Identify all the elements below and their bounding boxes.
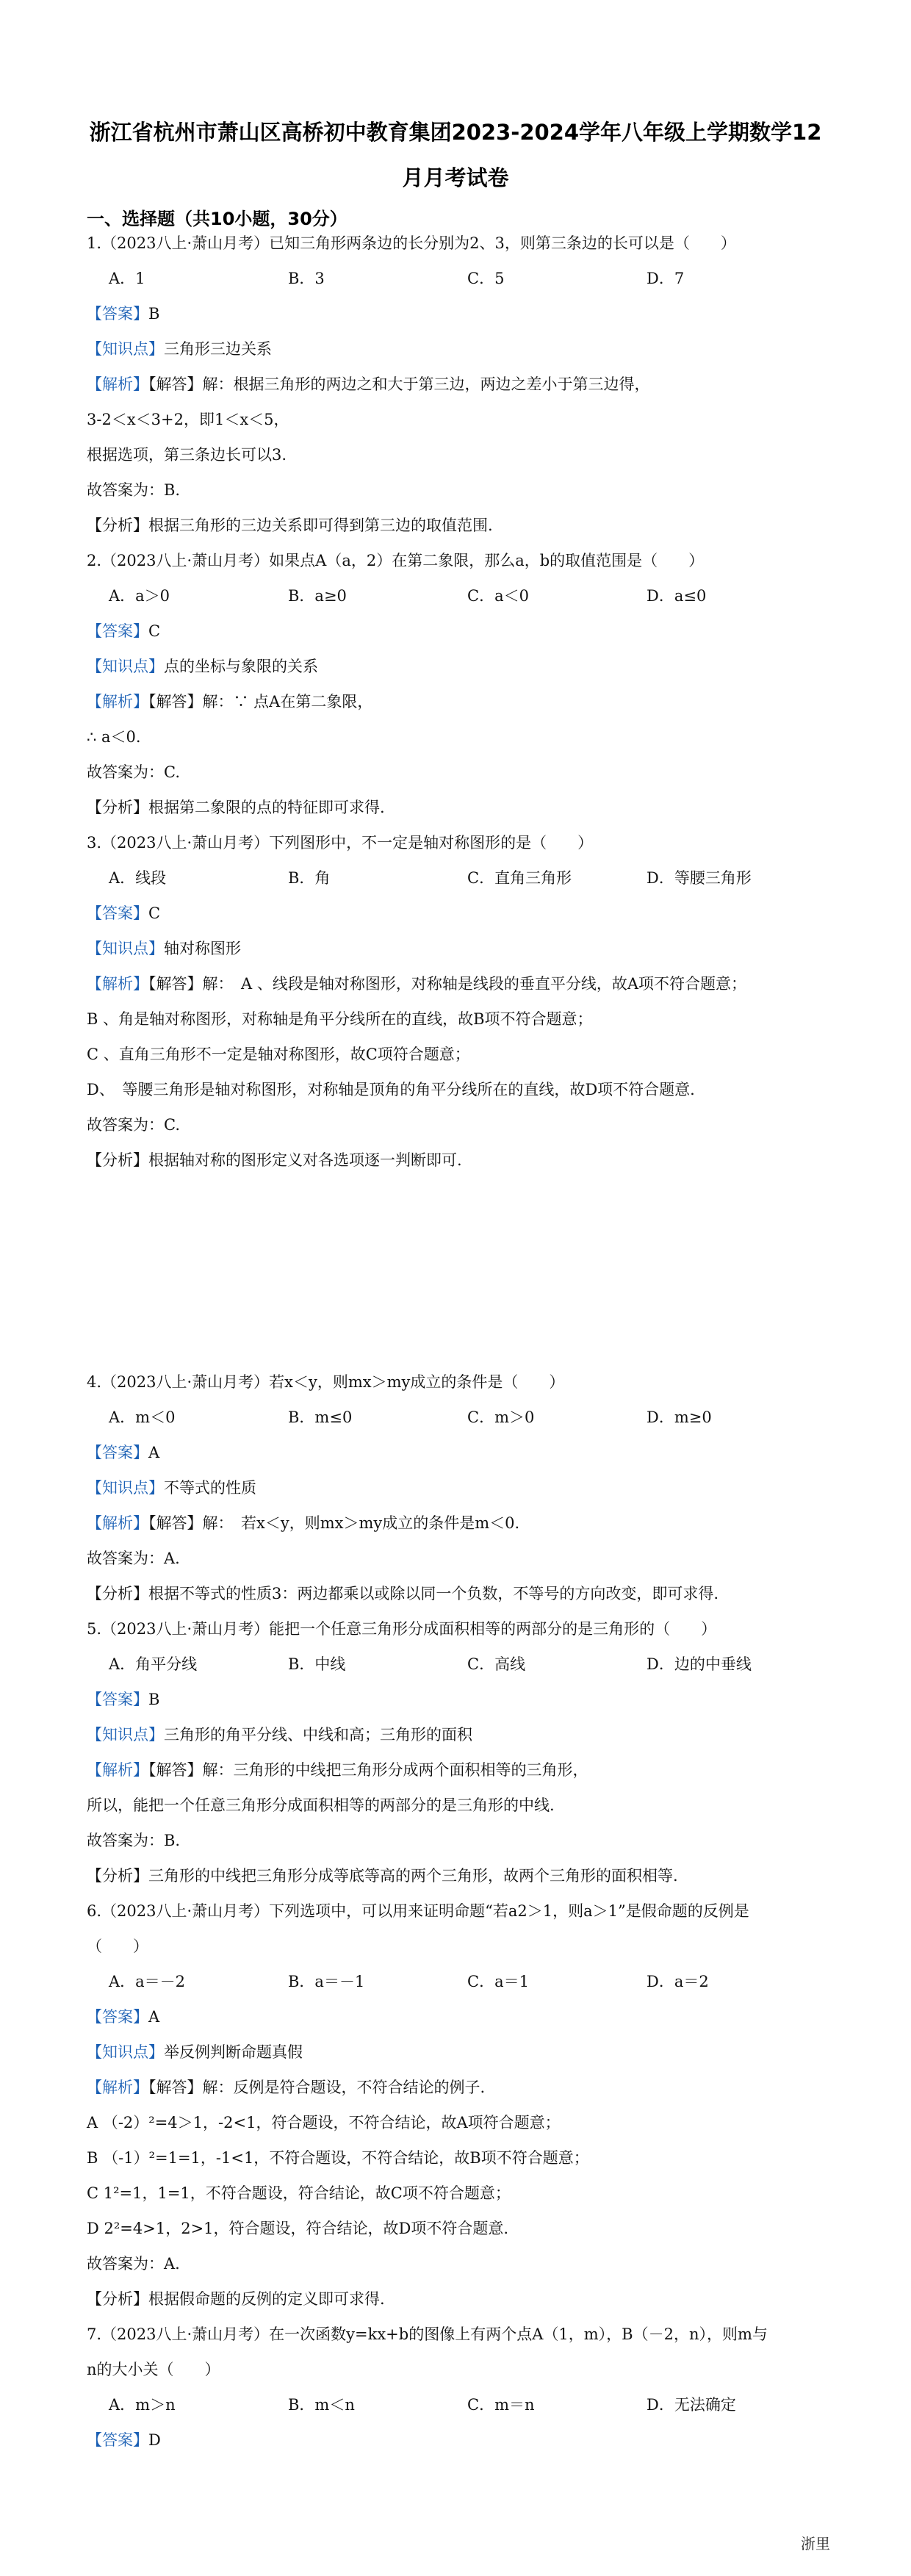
question-3-knowledge-point bbox=[87, 938, 829, 960]
option-d: D．a＝2 bbox=[647, 1973, 709, 1990]
question-6-analysis-line: C 1²=1，1=1，不符合题设，符合结论，故C项不符合题意； bbox=[87, 2184, 511, 2202]
option-b: B．3 bbox=[288, 270, 325, 287]
option-a: A．m＞n bbox=[109, 2396, 176, 2414]
option-c: C．m＝n bbox=[467, 2396, 535, 2414]
analysis-tag: 【解析】 bbox=[87, 1514, 148, 1532]
question-6-analysis-line: D 2²=4>1，2>1，符合题设，符合结论，故D项不符合题意. bbox=[87, 2220, 509, 2237]
question-1-answer bbox=[87, 303, 829, 325]
option-b: B．m＜n bbox=[288, 2396, 355, 2414]
question-2-knowledge-point bbox=[87, 655, 829, 677]
question-3-analysis-line: 故答案为：C. bbox=[87, 1116, 180, 1134]
option-c: C．高线 bbox=[467, 1655, 526, 1673]
question-6-stem: （ ） bbox=[87, 1938, 148, 1955]
option-c: C．5 bbox=[467, 270, 505, 287]
option-c: C．a＜0 bbox=[467, 587, 529, 605]
option-b: B．a＝－1 bbox=[288, 1973, 365, 1990]
answer-tag: 【答案】 bbox=[87, 1691, 148, 1708]
option-a: A．a＝－2 bbox=[109, 1973, 186, 1990]
answer-value: D bbox=[148, 2431, 161, 2449]
option-c: C．a＝1 bbox=[467, 1973, 529, 1990]
knowledge-point-tag: 【知识点】 bbox=[87, 658, 164, 675]
question-4-analysis-line: 故答案为：A. bbox=[87, 1550, 180, 1567]
question-1-analysis-line bbox=[87, 373, 829, 395]
knowledge-point-tag: 【知识点】 bbox=[87, 340, 164, 358]
option-b: B．角 bbox=[288, 869, 331, 887]
analysis-text: 【解答】解：根据三角形的两边之和大于第三边，两边之差小于第三边得， bbox=[148, 375, 650, 393]
analysis-tag: 【解析】 bbox=[87, 2079, 148, 2096]
option-d: D．a≤0 bbox=[647, 587, 707, 605]
question-1-analysis-line: 故答案为：B. bbox=[87, 481, 181, 499]
question-3-analysis-line bbox=[87, 973, 829, 995]
knowledge-point-tag: 【知识点】 bbox=[87, 1479, 164, 1497]
question-2-analysis-line: 【分析】根据第二象限的点的特征即可求得. bbox=[87, 799, 385, 816]
question-2-analysis-line: 故答案为：C. bbox=[87, 763, 180, 781]
answer-tag: 【答案】 bbox=[87, 2431, 148, 2449]
question-1-analysis-line: 3-2＜x＜3+2，即1＜x＜5， bbox=[87, 411, 289, 428]
knowledge-point-tag: 【知识点】 bbox=[87, 2043, 164, 2061]
section-heading: 一、选择题（共10小题，30分） bbox=[87, 209, 348, 229]
question-4-knowledge-point bbox=[87, 1477, 829, 1499]
question-4-answer bbox=[87, 1442, 829, 1464]
question-6-analysis-line: 故答案为：A. bbox=[87, 2255, 180, 2273]
question-5-analysis-line: 【分析】三角形的中线把三角形分成等底等高的两个三角形，故两个三角形的面积相等. bbox=[87, 1867, 678, 1885]
question-4-analysis-line: 【分析】根据不等式的性质3：两边都乘以或除以同一个负数，不等号的方向改变，即可求得. bbox=[87, 1585, 719, 1602]
answer-value: C bbox=[148, 904, 161, 922]
question-3-analysis-line: C 、直角三角形不一定是轴对称图形，故C项符合题意； bbox=[87, 1046, 470, 1063]
question-6-analysis-line: A （-2）²=4＞1，-2<1，符合题设，不符合结论，故A项符合题意； bbox=[87, 2114, 561, 2131]
answer-value: B bbox=[148, 1691, 160, 1708]
question-5-knowledge-point bbox=[87, 1724, 829, 1746]
analysis-tag: 【解析】 bbox=[87, 375, 148, 393]
option-b: B．m≤0 bbox=[288, 1408, 353, 1426]
knowledge-point-text: 三角形三边关系 bbox=[164, 340, 272, 358]
question-6-stem: 6.（2023八上·萧山月考）下列选项中，可以用来证明命题“若a2＞1，则a＞1”是假命题的反例是 bbox=[87, 1902, 749, 1920]
option-d: D．7 bbox=[647, 270, 685, 287]
knowledge-point-text: 不等式的性质 bbox=[164, 1479, 256, 1497]
question-2-analysis-line: ∴ a＜0. bbox=[87, 728, 141, 746]
analysis-tag: 【解析】 bbox=[87, 1761, 148, 1779]
option-d: D．无法确定 bbox=[647, 2396, 736, 2414]
analysis-text: 【解答】解： A 、线段是轴对称图形，对称轴是线段的垂直平分线，故A项不符合题意； bbox=[148, 975, 747, 993]
question-3-answer bbox=[87, 902, 829, 924]
question-6-analysis-line: 【分析】根据假命题的反例的定义即可求得. bbox=[87, 2290, 385, 2308]
analysis-text: 【解答】解： 若x＜y，则mx＞my成立的条件是m＜0. bbox=[148, 1514, 520, 1532]
question-5-analysis-line bbox=[87, 1759, 829, 1781]
question-5-answer bbox=[87, 1688, 829, 1710]
answer-tag: 【答案】 bbox=[87, 305, 148, 323]
question-1-analysis-line: 根据选项，第三条边长可以3. bbox=[87, 446, 287, 464]
option-d: D．m≥0 bbox=[647, 1408, 712, 1426]
analysis-tag: 【解析】 bbox=[87, 693, 148, 710]
knowledge-point-tag: 【知识点】 bbox=[87, 1726, 164, 1744]
question-1-knowledge-point bbox=[87, 338, 829, 360]
question-5-stem: 5.（2023八上·萧山月考）能把一个任意三角形分成面积相等的两部分的是三角形的（ ） bbox=[87, 1620, 717, 1638]
option-a: A．1 bbox=[109, 270, 145, 287]
answer-tag: 【答案】 bbox=[87, 622, 148, 640]
page-title-line-2: 月月考试卷 bbox=[402, 165, 509, 190]
question-3-stem: 3.（2023八上·萧山月考）下列图形中，不一定是轴对称图形的是（ ） bbox=[87, 834, 594, 852]
question-4-stem: 4.（2023八上·萧山月考）若x＜y，则mx＞my成立的条件是（ ） bbox=[87, 1373, 565, 1391]
question-7-stem: n的大小关（ ） bbox=[87, 2361, 220, 2378]
option-d: D．边的中垂线 bbox=[647, 1655, 752, 1673]
question-1-analysis-line: 【分析】根据三角形的三边关系即可得到第三边的取值范围. bbox=[87, 517, 493, 534]
option-b: B．a≥0 bbox=[288, 587, 347, 605]
option-a: A．a＞0 bbox=[109, 587, 170, 605]
knowledge-point-tag: 【知识点】 bbox=[87, 940, 164, 957]
question-3-analysis-line: D、 等腰三角形是轴对称图形，对称轴是顶角的角平分线所在的直线，故D项不符合题意. bbox=[87, 1081, 695, 1098]
analysis-text: 【解答】解：∵ 点A在第二象限， bbox=[148, 693, 373, 710]
answer-value: B bbox=[148, 305, 160, 323]
question-2-stem: 2.（2023八上·萧山月考）如果点A（a，2）在第二象限，那么a，b的取值范围是（ ） bbox=[87, 552, 705, 569]
answer-tag: 【答案】 bbox=[87, 1444, 148, 1461]
page-footer: 浙里 bbox=[801, 2535, 830, 2552]
knowledge-point-text: 三角形的角平分线、中线和高；三角形的面积 bbox=[164, 1726, 472, 1744]
knowledge-point-text: 点的坐标与象限的关系 bbox=[164, 658, 318, 675]
knowledge-point-text: 轴对称图形 bbox=[164, 940, 241, 957]
page-title-line-1: 浙江省杭州市萧山区高桥初中教育集团2023-2024学年八年级上学期数学12 bbox=[89, 120, 822, 145]
answer-value: C bbox=[148, 622, 161, 640]
question-6-answer bbox=[87, 2006, 829, 2028]
question-1-stem: 1.（2023八上·萧山月考）已知三角形两条边的长分别为2、3，则第三条边的长可以是（ ） bbox=[87, 234, 736, 252]
question-6-analysis-line: B （-1）²=1=1，-1<1，不符合题设，不符合结论，故B项不符合题意； bbox=[87, 2149, 589, 2167]
question-2-answer bbox=[87, 620, 829, 642]
option-c: C．m＞0 bbox=[467, 1408, 535, 1426]
question-6-knowledge-point bbox=[87, 2041, 829, 2063]
answer-value: A bbox=[148, 2008, 160, 2026]
option-c: C．直角三角形 bbox=[467, 869, 572, 887]
analysis-tag: 【解析】 bbox=[87, 975, 148, 993]
knowledge-point-text: 举反例判断命题真假 bbox=[164, 2043, 303, 2061]
option-a: A．线段 bbox=[109, 869, 167, 887]
option-b: B．中线 bbox=[288, 1655, 346, 1673]
question-3-analysis-line: B 、角是轴对称图形，对称轴是角平分线所在的直线，故B项不符合题意； bbox=[87, 1010, 593, 1028]
question-3-analysis-line: 【分析】根据轴对称的图形定义对各选项逐一判断即可. bbox=[87, 1151, 462, 1169]
question-6-analysis-line bbox=[87, 2076, 829, 2098]
question-5-analysis-line: 所以，能把一个任意三角形分成面积相等的两部分的是三角形的中线. bbox=[87, 1796, 555, 1814]
analysis-text: 【解答】解：三角形的中线把三角形分成两个面积相等的三角形， bbox=[148, 1761, 588, 1779]
question-7-stem: 7.（2023八上·萧山月考）在一次函数y=kx+b的图像上有两个点A（1，m），B（－2，n），则m与 bbox=[87, 2325, 768, 2343]
question-5-analysis-line: 故答案为：B. bbox=[87, 1832, 181, 1849]
question-4-analysis-line bbox=[87, 1512, 829, 1534]
answer-value: A bbox=[148, 1444, 160, 1461]
question-7-answer bbox=[87, 2429, 829, 2451]
option-a: A．m＜0 bbox=[109, 1408, 176, 1426]
option-d: D．等腰三角形 bbox=[647, 869, 752, 887]
answer-tag: 【答案】 bbox=[87, 904, 148, 922]
analysis-text: 【解答】解：反例是符合题设，不符合结论的例子. bbox=[148, 2079, 486, 2096]
option-a: A．角平分线 bbox=[109, 1655, 198, 1673]
answer-tag: 【答案】 bbox=[87, 2008, 148, 2026]
question-2-analysis-line bbox=[87, 691, 829, 713]
